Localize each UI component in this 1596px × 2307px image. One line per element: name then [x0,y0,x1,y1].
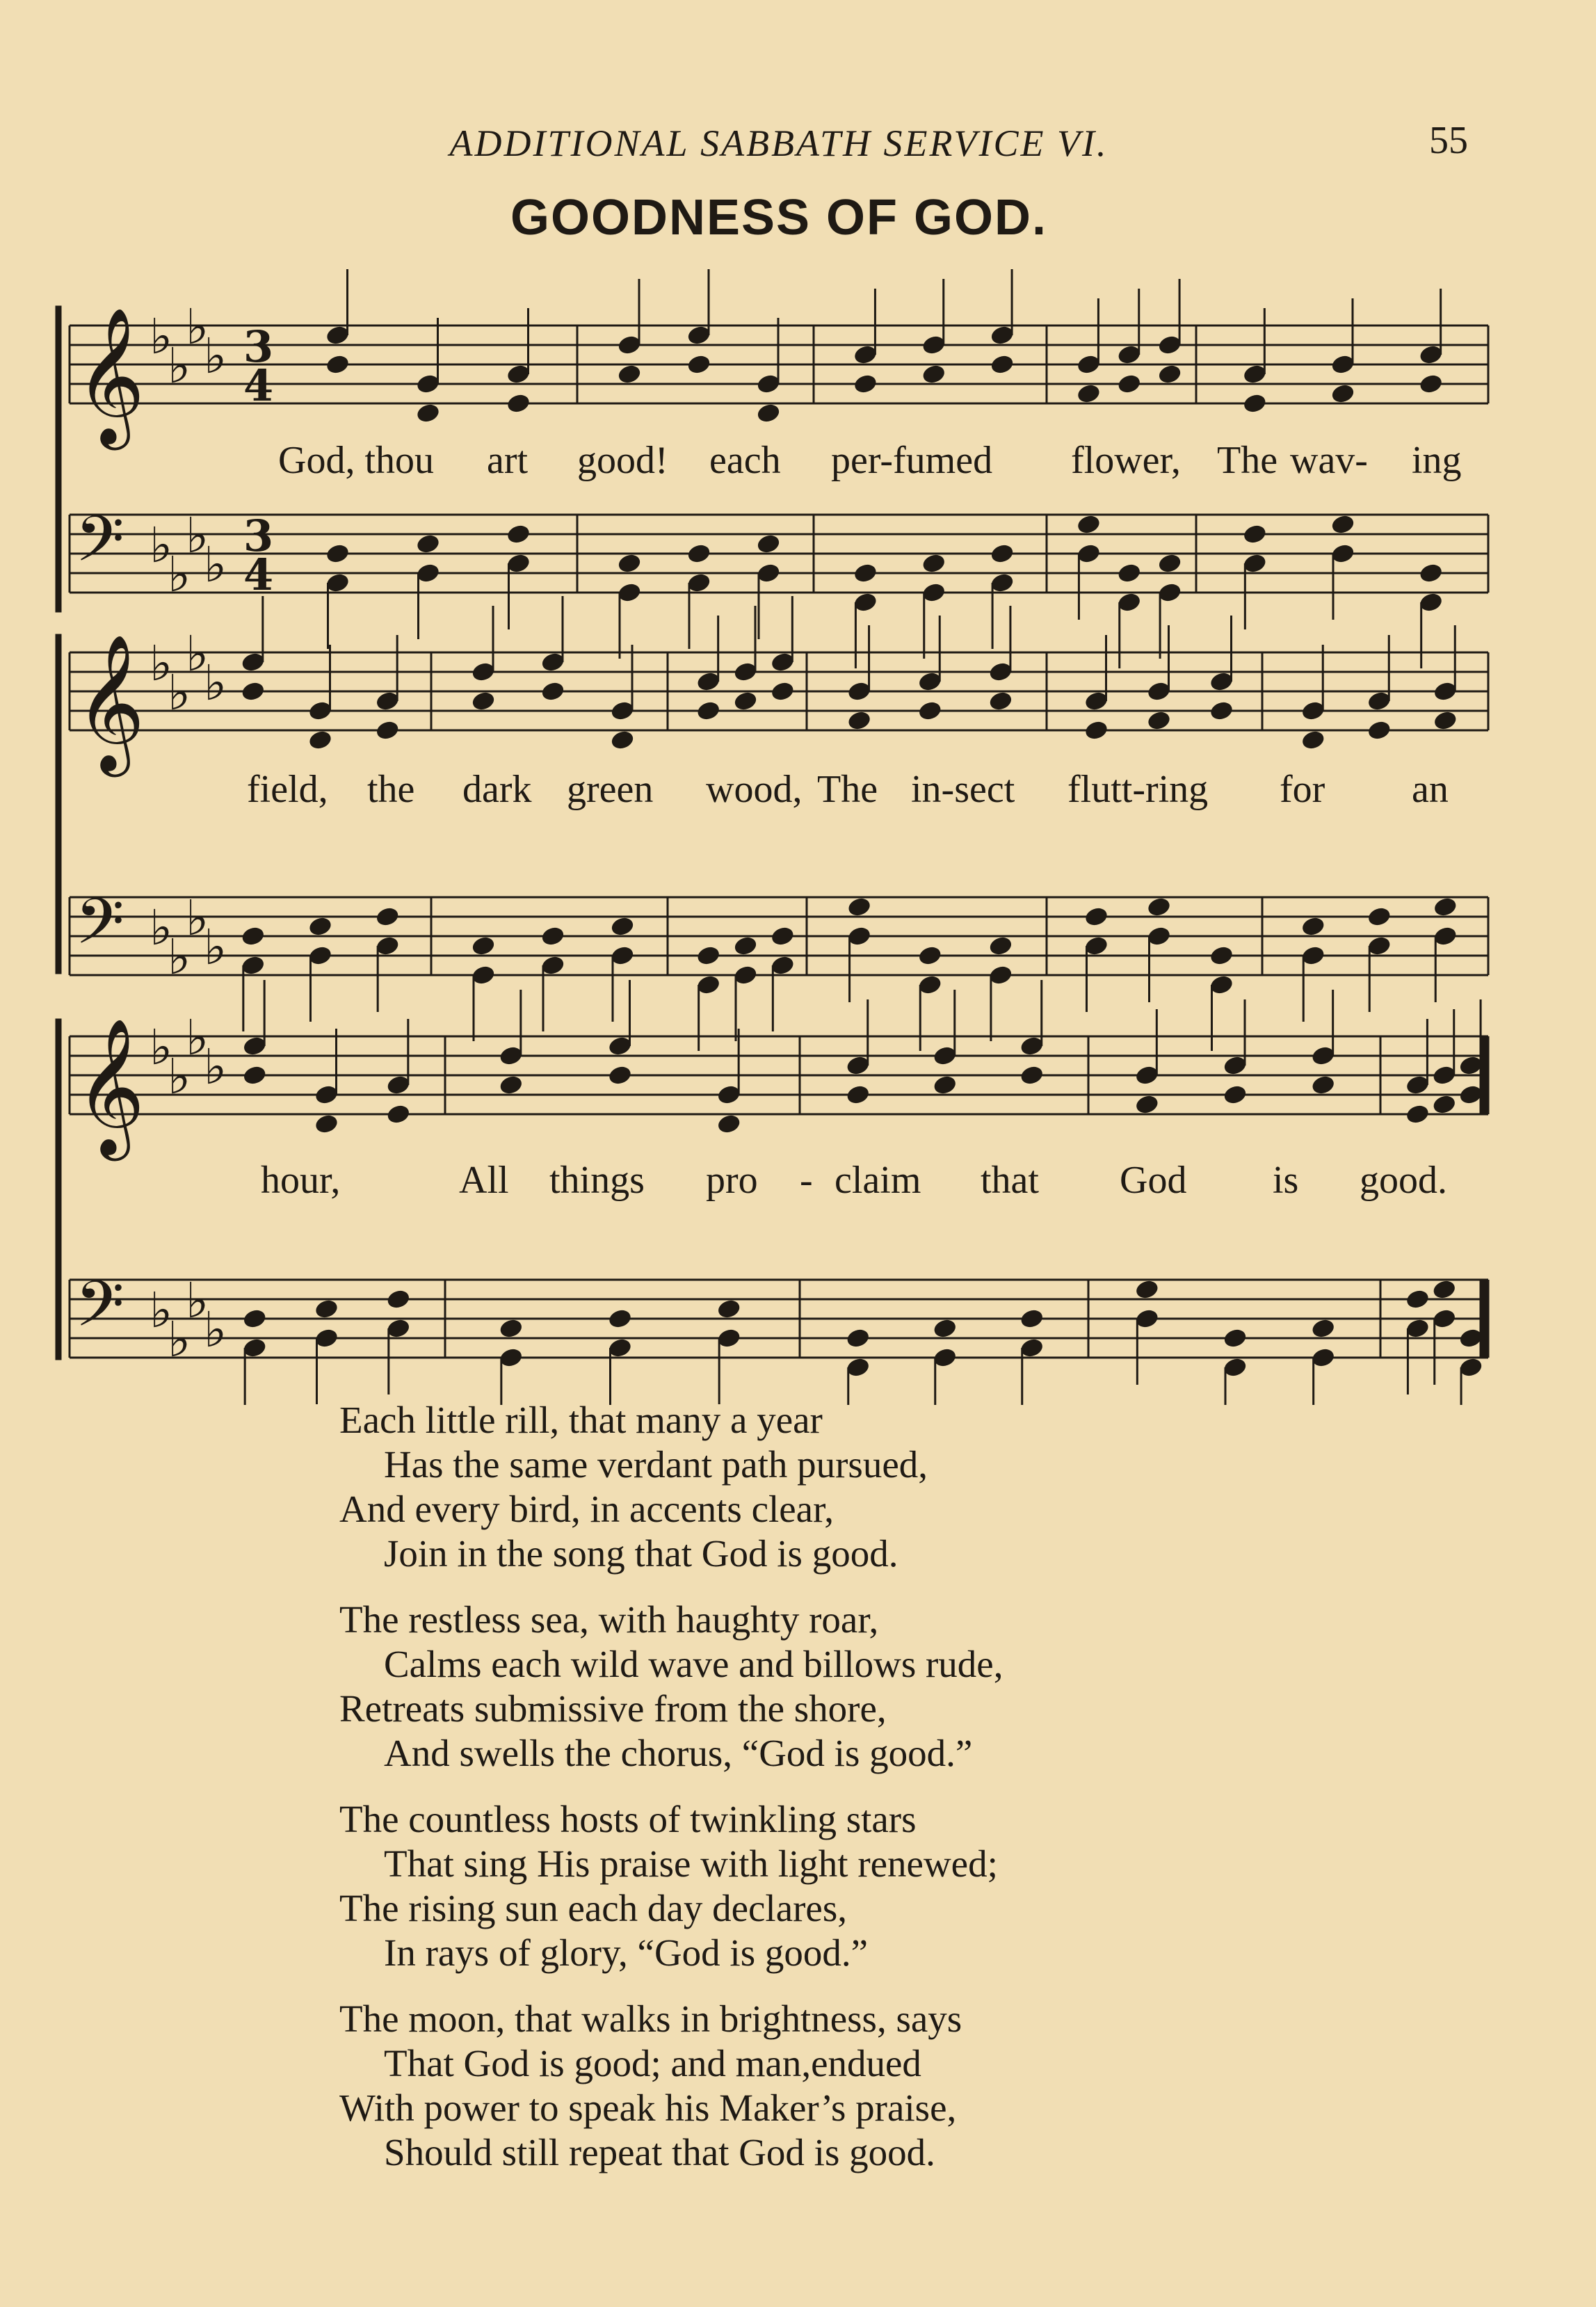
notehead [1432,1094,1457,1116]
notehead [242,1065,267,1086]
lyric-syllable: per-fumed [831,439,993,482]
notehead [1330,514,1355,536]
notehead [416,533,441,555]
notehead [1147,897,1172,918]
lyric-syllable: hour, [261,1159,341,1202]
lyric-syllable: God [1120,1159,1187,1202]
notehead [375,720,400,741]
notehead [770,681,795,702]
notehead [988,935,1013,957]
time-signature-top: 3 [243,321,274,372]
notehead [716,1299,741,1320]
flat-icon: ♭ [150,635,173,692]
notehead [1367,720,1392,741]
notehead [1157,553,1182,574]
notehead [1223,1328,1248,1349]
lyric-syllable: flutt-ring [1067,768,1209,811]
notehead [990,543,1015,565]
flat-icon: ♭ [168,337,191,394]
notehead [1433,710,1458,732]
notehead [1019,1065,1045,1086]
lyric-syllable: in-sect [911,768,1015,811]
lyric-syllable: an [1412,768,1449,811]
flat-icon: ♭ [186,507,209,564]
lyric-syllable: pro [706,1159,758,1202]
flat-icon: ♭ [204,536,227,593]
treble-clef-icon: 𝄞 [75,634,145,771]
bass-clef-icon: 𝄢 [75,1267,124,1356]
notehead [1209,700,1234,722]
notehead [386,1289,411,1310]
notehead [988,691,1013,712]
time-signature-bottom: 4 [243,549,274,600]
notehead [686,543,711,565]
flat-icon: ♭ [204,328,227,385]
notehead [314,1114,339,1135]
notehead [1242,393,1267,415]
treble-clef-icon: 𝄞 [75,307,145,444]
lyric-syllable: art [487,439,529,482]
lyric-syllable: The [817,768,878,811]
notehead [540,926,565,947]
flat-icon: ♭ [168,546,191,603]
notehead [686,354,711,376]
notehead [733,935,758,957]
flat-icon: ♭ [168,1048,191,1105]
flat-icon: ♭ [186,1009,209,1066]
lyric-syllable: God, thou [278,439,434,482]
notehead [1419,373,1444,395]
flat-icon: ♭ [204,919,227,976]
lyric-syllable: dark [462,768,532,811]
notehead [1405,1104,1430,1125]
notehead [990,354,1015,376]
notehead [1433,897,1458,918]
flat-icon: ♭ [204,654,227,712]
additional-verses [339,1398,1383,2196]
notehead [1019,1308,1045,1330]
notehead [1134,1094,1159,1116]
flat-icon: ♭ [168,929,191,986]
page-number: 55 [1429,119,1468,162]
notehead [1367,906,1392,928]
lyric-syllable: wav- [1290,439,1368,482]
notehead [1242,524,1267,545]
lyric-syllable: each [709,439,781,482]
time-signature-top: 3 [243,511,274,561]
notehead [933,1075,958,1096]
notehead [1077,383,1102,405]
verse-line: The restless sea, with haughty roar, [339,1598,879,1641]
notehead [241,926,266,947]
notehead [921,553,946,574]
notehead [696,945,721,967]
notehead [610,730,635,751]
verse-line: The rising sun each day declares, [339,1887,847,1929]
notehead [506,393,531,415]
verse-stanza [339,1997,1383,2175]
flat-icon: ♭ [186,1272,209,1329]
notehead [770,926,795,947]
notehead [617,364,642,385]
notehead [1147,710,1172,732]
notehead [917,945,942,967]
lyric-syllable: is [1273,1159,1299,1202]
notehead [471,935,496,957]
verse-line: Calms each wild wave and billows rude, [384,1643,1003,1685]
notehead [1077,514,1102,536]
notehead [308,730,333,751]
verse-line: The countless hosts of twinkling stars [339,1798,917,1840]
notehead [1084,720,1109,741]
flat-icon: ♭ [204,1038,227,1095]
notehead [416,403,441,424]
notehead [1419,563,1444,584]
lyric-syllable: claim [835,1159,921,1202]
lyric-syllable: - [800,1159,813,1202]
notehead [499,1318,524,1340]
notehead [847,897,872,918]
notehead [610,916,635,938]
lyric-syllable: for [1280,768,1325,811]
notehead [847,710,872,732]
notehead [853,563,878,584]
system-brace [56,634,61,974]
flat-icon: ♭ [150,517,173,574]
verse-line: And every bird, in accents clear, [339,1488,834,1530]
lyric-syllable: good! [577,439,668,482]
verse-line: That sing His praise with light renewed; [384,1842,998,1885]
verse-stanza [339,1797,1383,1975]
notehead [242,1308,267,1330]
notehead [325,543,350,565]
notehead [846,1084,871,1106]
notehead [506,524,531,545]
notehead [1432,1279,1457,1301]
verse-stanza [339,1598,1383,1776]
lyric-syllable: ing [1412,439,1462,482]
system-brace [56,306,61,612]
flat-icon: ♭ [150,1282,173,1339]
notehead [846,1328,871,1349]
time-signature-bottom: 4 [243,360,274,411]
notehead [608,1308,633,1330]
notehead [1223,1084,1248,1106]
notehead [1311,1318,1336,1340]
verse-line: The moon, that walks in brightness, says [339,1997,962,2040]
notehead [733,691,758,712]
notehead [1300,730,1325,751]
flat-icon: ♭ [186,298,209,355]
notehead [853,373,878,395]
notehead [1311,1075,1336,1096]
notehead [1157,364,1182,385]
notehead [1405,1289,1430,1310]
flat-icon: ♭ [168,664,191,721]
notehead [386,1104,411,1125]
notehead [499,1075,524,1096]
lyric-syllable: field, [247,768,328,811]
verse-line: Each little rill, that many a year [339,1399,823,1441]
verse-line: Has the same verdant path pursued, [384,1443,928,1486]
lyric-syllable: that [981,1159,1039,1202]
verse-line: Join in the song that God is good. [384,1532,898,1575]
notehead [756,533,781,555]
notehead [756,403,781,424]
notehead [314,1299,339,1320]
verse-line: In rays of glory, “God is good.” [384,1931,869,1974]
lyric-syllable: The [1217,439,1278,482]
lyric-syllable: All [459,1159,509,1202]
lyric-syllable: green [567,768,654,811]
notehead [325,354,350,376]
verse-line: Should still repeat that God is good. [384,2131,935,2173]
notehead [1117,373,1142,395]
flat-icon: ♭ [186,625,209,682]
bass-clef-icon: 𝄢 [75,502,124,591]
flat-icon: ♭ [150,308,173,365]
notehead [933,1318,958,1340]
flat-icon: ♭ [168,1311,191,1368]
notehead [608,1065,633,1086]
lyric-syllable: good. [1360,1159,1447,1202]
verse-line: With power to speak his Maker’s praise, [339,2087,957,2129]
notehead [375,906,400,928]
verse-line: And swells the chorus, “God is good.” [384,1732,973,1774]
hymn-title: GOODNESS OF GOD. [510,190,1048,246]
final-bar [1480,1280,1487,1358]
final-bar [1480,1036,1487,1114]
bass-clef-icon: 𝄢 [75,885,124,974]
running-head: ADDITIONAL SABBATH SERVICE VI. [449,122,1109,164]
flat-icon: ♭ [150,1019,173,1076]
notehead [471,691,496,712]
lyric-syllable: flower, [1071,439,1181,482]
flat-icon: ♭ [186,890,209,947]
notehead [1134,1279,1159,1301]
verse-stanza [339,1398,1383,1576]
verse-line: That God is good; and man,endued [384,2042,921,2084]
notehead [696,700,721,722]
notehead [1330,383,1355,405]
notehead [1117,563,1142,584]
flat-icon: ♭ [204,1301,227,1358]
notehead [716,1114,741,1135]
notehead [1209,945,1234,967]
system-brace [56,1019,61,1360]
notehead [308,916,333,938]
lyric-syllable: things [549,1159,645,1202]
notehead [1300,916,1325,938]
notehead [921,364,946,385]
lyric-syllable: the [367,768,415,811]
notehead [540,681,565,702]
notehead [241,681,266,702]
notehead [617,553,642,574]
lyric-syllable: wood, [706,768,803,811]
notehead [1084,906,1109,928]
flat-icon: ♭ [150,899,173,956]
notehead [917,700,942,722]
verse-line: Retreats submissive from the shore, [339,1687,887,1730]
treble-clef-icon: 𝄞 [75,1018,145,1155]
